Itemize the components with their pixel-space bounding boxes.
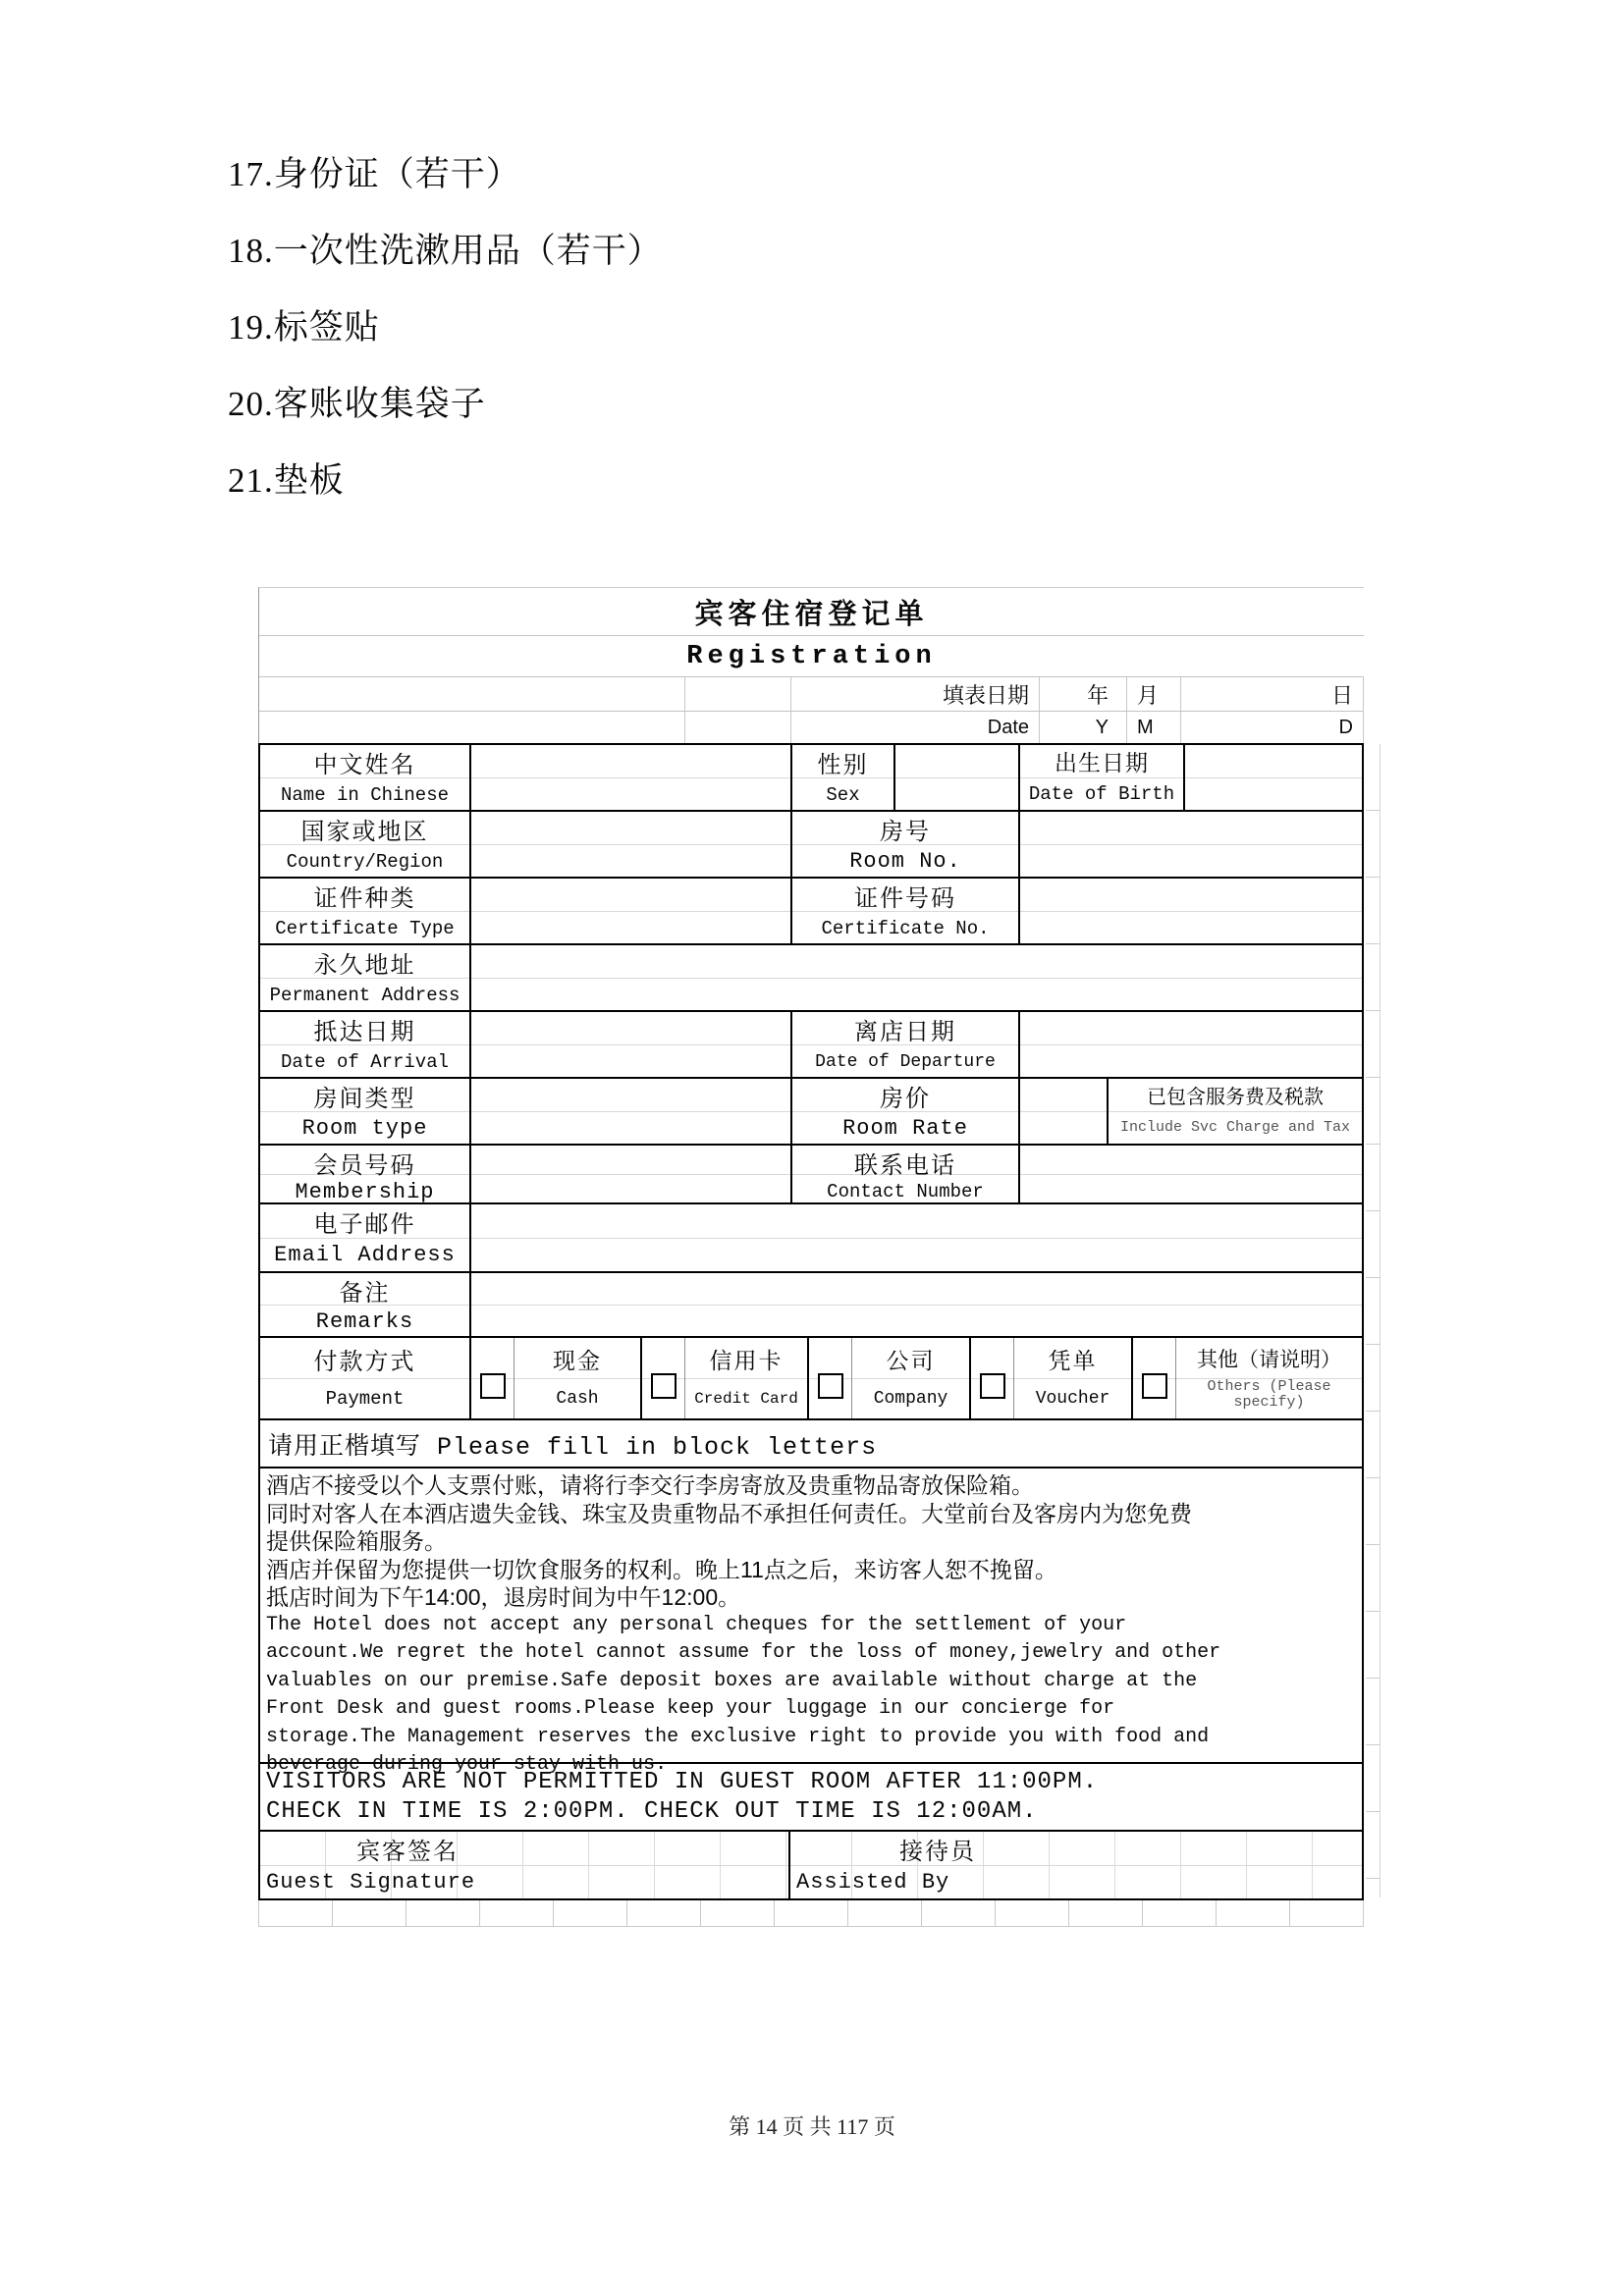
form-title-cn: 宾客住宿登记单 <box>259 588 1364 636</box>
departure-input[interactable] <box>1020 1012 1362 1077</box>
row-signature <box>260 1832 1362 1898</box>
payment-checkbox-cash-cell <box>471 1338 514 1418</box>
form-body <box>258 743 1364 1900</box>
email-input[interactable] <box>471 1204 1362 1271</box>
company-label: 公司 Company <box>852 1338 971 1418</box>
room-type-label: 房间类型 Room type <box>260 1079 471 1144</box>
departure-label: 离店日期 Date of Departure <box>792 1012 1020 1077</box>
cert-type-input[interactable] <box>471 879 792 943</box>
list-item: 19.标签贴 <box>228 308 380 347</box>
cert-no-input[interactable] <box>1020 879 1362 943</box>
notes-line-en: account.We regret the hotel cannot assume for the loss of money,jewelry and other <box>266 1641 1221 1665</box>
empty-cell <box>685 712 791 743</box>
dob-label: 出生日期 Date of Birth <box>1020 745 1185 810</box>
hotel-policy-notes <box>260 1468 1362 1776</box>
guest-signature-area[interactable]: 宾客签名 Guest Signature <box>260 1832 790 1898</box>
visitor-policy <box>260 1764 1362 1832</box>
arrival-input[interactable] <box>471 1012 792 1077</box>
arrival-label: 抵达日期 Date of Arrival <box>260 1012 471 1077</box>
payment-checkbox-others-cell <box>1133 1338 1176 1418</box>
payment-checkbox-credit-cell <box>642 1338 685 1418</box>
assisted-by-area[interactable]: 接待员 Assisted By <box>796 1839 976 1895</box>
notes-line-en: valuables on our premise.Safe deposit boxes are available without charge at the <box>266 1669 1198 1692</box>
cert-no-label: 证件号码 Certificate No. <box>792 879 1020 943</box>
month-label-cn: 月 <box>1127 677 1181 711</box>
list-item: 18.一次性洗漱用品（若干） <box>228 232 663 270</box>
voucher-label: 凭单 Voucher <box>1014 1338 1133 1418</box>
perm-addr-input[interactable] <box>471 945 1362 1010</box>
contact-input[interactable] <box>1020 1146 1362 1202</box>
sex-input[interactable] <box>895 745 1020 810</box>
credit-card-checkbox[interactable] <box>651 1373 677 1399</box>
membership-input[interactable] <box>471 1146 792 1202</box>
row-name <box>260 745 1362 812</box>
year-label-en: Y <box>1040 712 1127 743</box>
membership-label: 会员号码 Membership <box>260 1146 471 1202</box>
company-checkbox[interactable] <box>818 1373 843 1399</box>
row-room-type <box>260 1079 1362 1146</box>
list-item: 20.客账收集袋子 <box>228 385 486 423</box>
row-payment <box>260 1338 1362 1420</box>
others-checkbox[interactable] <box>1142 1373 1167 1399</box>
perm-addr-label: 永久地址 Permanent Address <box>260 945 471 1010</box>
notes-line-cn: 酒店不接受以个人支票付账，请将行李交行李房寄放及贵重物品寄放保险箱。 <box>266 1472 1034 1498</box>
notes-line-en: storage.The Management reserves the exclusive right to provide you with food and <box>266 1725 1210 1748</box>
row-email <box>260 1204 1362 1273</box>
cash-label: 现金 Cash <box>514 1338 642 1418</box>
credit-card-label: 信用卡 Credit Card <box>685 1338 809 1418</box>
day-label-en: D <box>1181 712 1364 743</box>
room-no-input[interactable] <box>1020 812 1362 877</box>
form-header <box>258 587 1364 743</box>
room-no-label: 房号 Room No. <box>792 812 1020 877</box>
empty-cell <box>685 677 791 711</box>
list-item: 17.身份证（若干） <box>228 155 521 193</box>
visitors-rule-line: VISITORS ARE NOT PERMITTED IN GUEST ROOM AFTER 11:00PM. <box>266 1769 1099 1796</box>
day-label-cn: 日 <box>1181 677 1364 711</box>
country-label: 国家或地区 Country/Region <box>260 812 471 877</box>
sex-label: 性别 Sex <box>792 745 895 810</box>
fill-date-row-en <box>259 712 1364 743</box>
spreadsheet-grid-strip <box>258 1900 1364 1927</box>
dob-input[interactable] <box>1185 745 1362 810</box>
page-number-footer: 第 14 页 共 117 页 <box>729 2114 895 2139</box>
notes-line-cn: 同时对客人在本酒店遗失金钱、珠宝及贵重物品不承担任何责任。大堂前台及客房内为您免费 <box>266 1500 1192 1526</box>
row-membership <box>260 1146 1362 1204</box>
country-input[interactable] <box>471 812 792 877</box>
form-title-en: Registration <box>259 636 1364 677</box>
payment-checkbox-voucher-cell <box>971 1338 1014 1418</box>
block-letters-note: 请用正楷填写 Please fill in block letters <box>260 1420 1362 1468</box>
fill-date-label-cn: 填表日期 <box>791 677 1040 711</box>
month-label-en: M <box>1127 712 1181 743</box>
notes-line-en: The Hotel does not accept any personal cheques for the settlement of your <box>266 1613 1127 1636</box>
remarks-label: 备注 Remarks <box>260 1273 471 1336</box>
name-label: 中文姓名 Name in Chinese <box>260 745 471 810</box>
notes-line-cn: 提供保险箱服务。 <box>266 1528 447 1555</box>
empty-cell <box>259 712 685 743</box>
row-remarks <box>260 1273 1362 1338</box>
notes-line-cn: 抵店时间为下午14:00，退房时间为中午12:00。 <box>266 1584 741 1611</box>
row-address <box>260 945 1362 1012</box>
contact-label: 联系电话 Contact Number <box>792 1146 1020 1202</box>
cert-type-label: 证件种类 Certificate Type <box>260 879 471 943</box>
year-label-cn: 年 <box>1040 677 1127 711</box>
remarks-input[interactable] <box>471 1273 1362 1336</box>
voucher-checkbox[interactable] <box>980 1373 1005 1399</box>
others-label: 其他（请说明） Others (Please specify) <box>1197 1349 1341 1411</box>
name-input[interactable] <box>471 745 792 810</box>
payment-checkbox-company-cell <box>809 1338 852 1418</box>
registration-form <box>258 587 1383 1927</box>
include-charge-label: 已包含服务费及税款 Include Svc Charge and Tax <box>1119 1087 1351 1136</box>
notes-line-en: Front Desk and guest rooms.Please keep your luggage in our concierge for <box>266 1697 1115 1721</box>
room-type-input[interactable] <box>471 1079 792 1144</box>
fill-date-label-en: Date <box>791 712 1040 743</box>
cash-checkbox[interactable] <box>480 1373 506 1399</box>
payment-label: 付款方式 Payment <box>260 1338 471 1418</box>
row-country <box>260 812 1362 879</box>
email-label: 电子邮件 Email Address <box>260 1204 471 1271</box>
notes-line-en: beverage during your stay with us. <box>266 1753 668 1776</box>
fill-date-row <box>259 677 1364 712</box>
empty-cell <box>259 677 685 711</box>
room-rate-label: 房价 Room Rate <box>792 1079 1020 1144</box>
numbered-list <box>228 133 663 516</box>
row-certificate <box>260 879 1362 945</box>
notes-line-cn: 酒店并保留为您提供一切饮食服务的权利。晚上11点之后，来访客人恕不挽留。 <box>266 1556 1057 1582</box>
list-item: 21.垫板 <box>228 461 345 500</box>
row-arrival <box>260 1012 1362 1079</box>
checkin-rule-line: CHECK IN TIME IS 2:00PM. CHECK OUT TIME IS 12:00AM. <box>266 1797 1038 1825</box>
spreadsheet-grid-gutter <box>1366 744 1380 1897</box>
room-rate-input[interactable] <box>1020 1079 1109 1144</box>
